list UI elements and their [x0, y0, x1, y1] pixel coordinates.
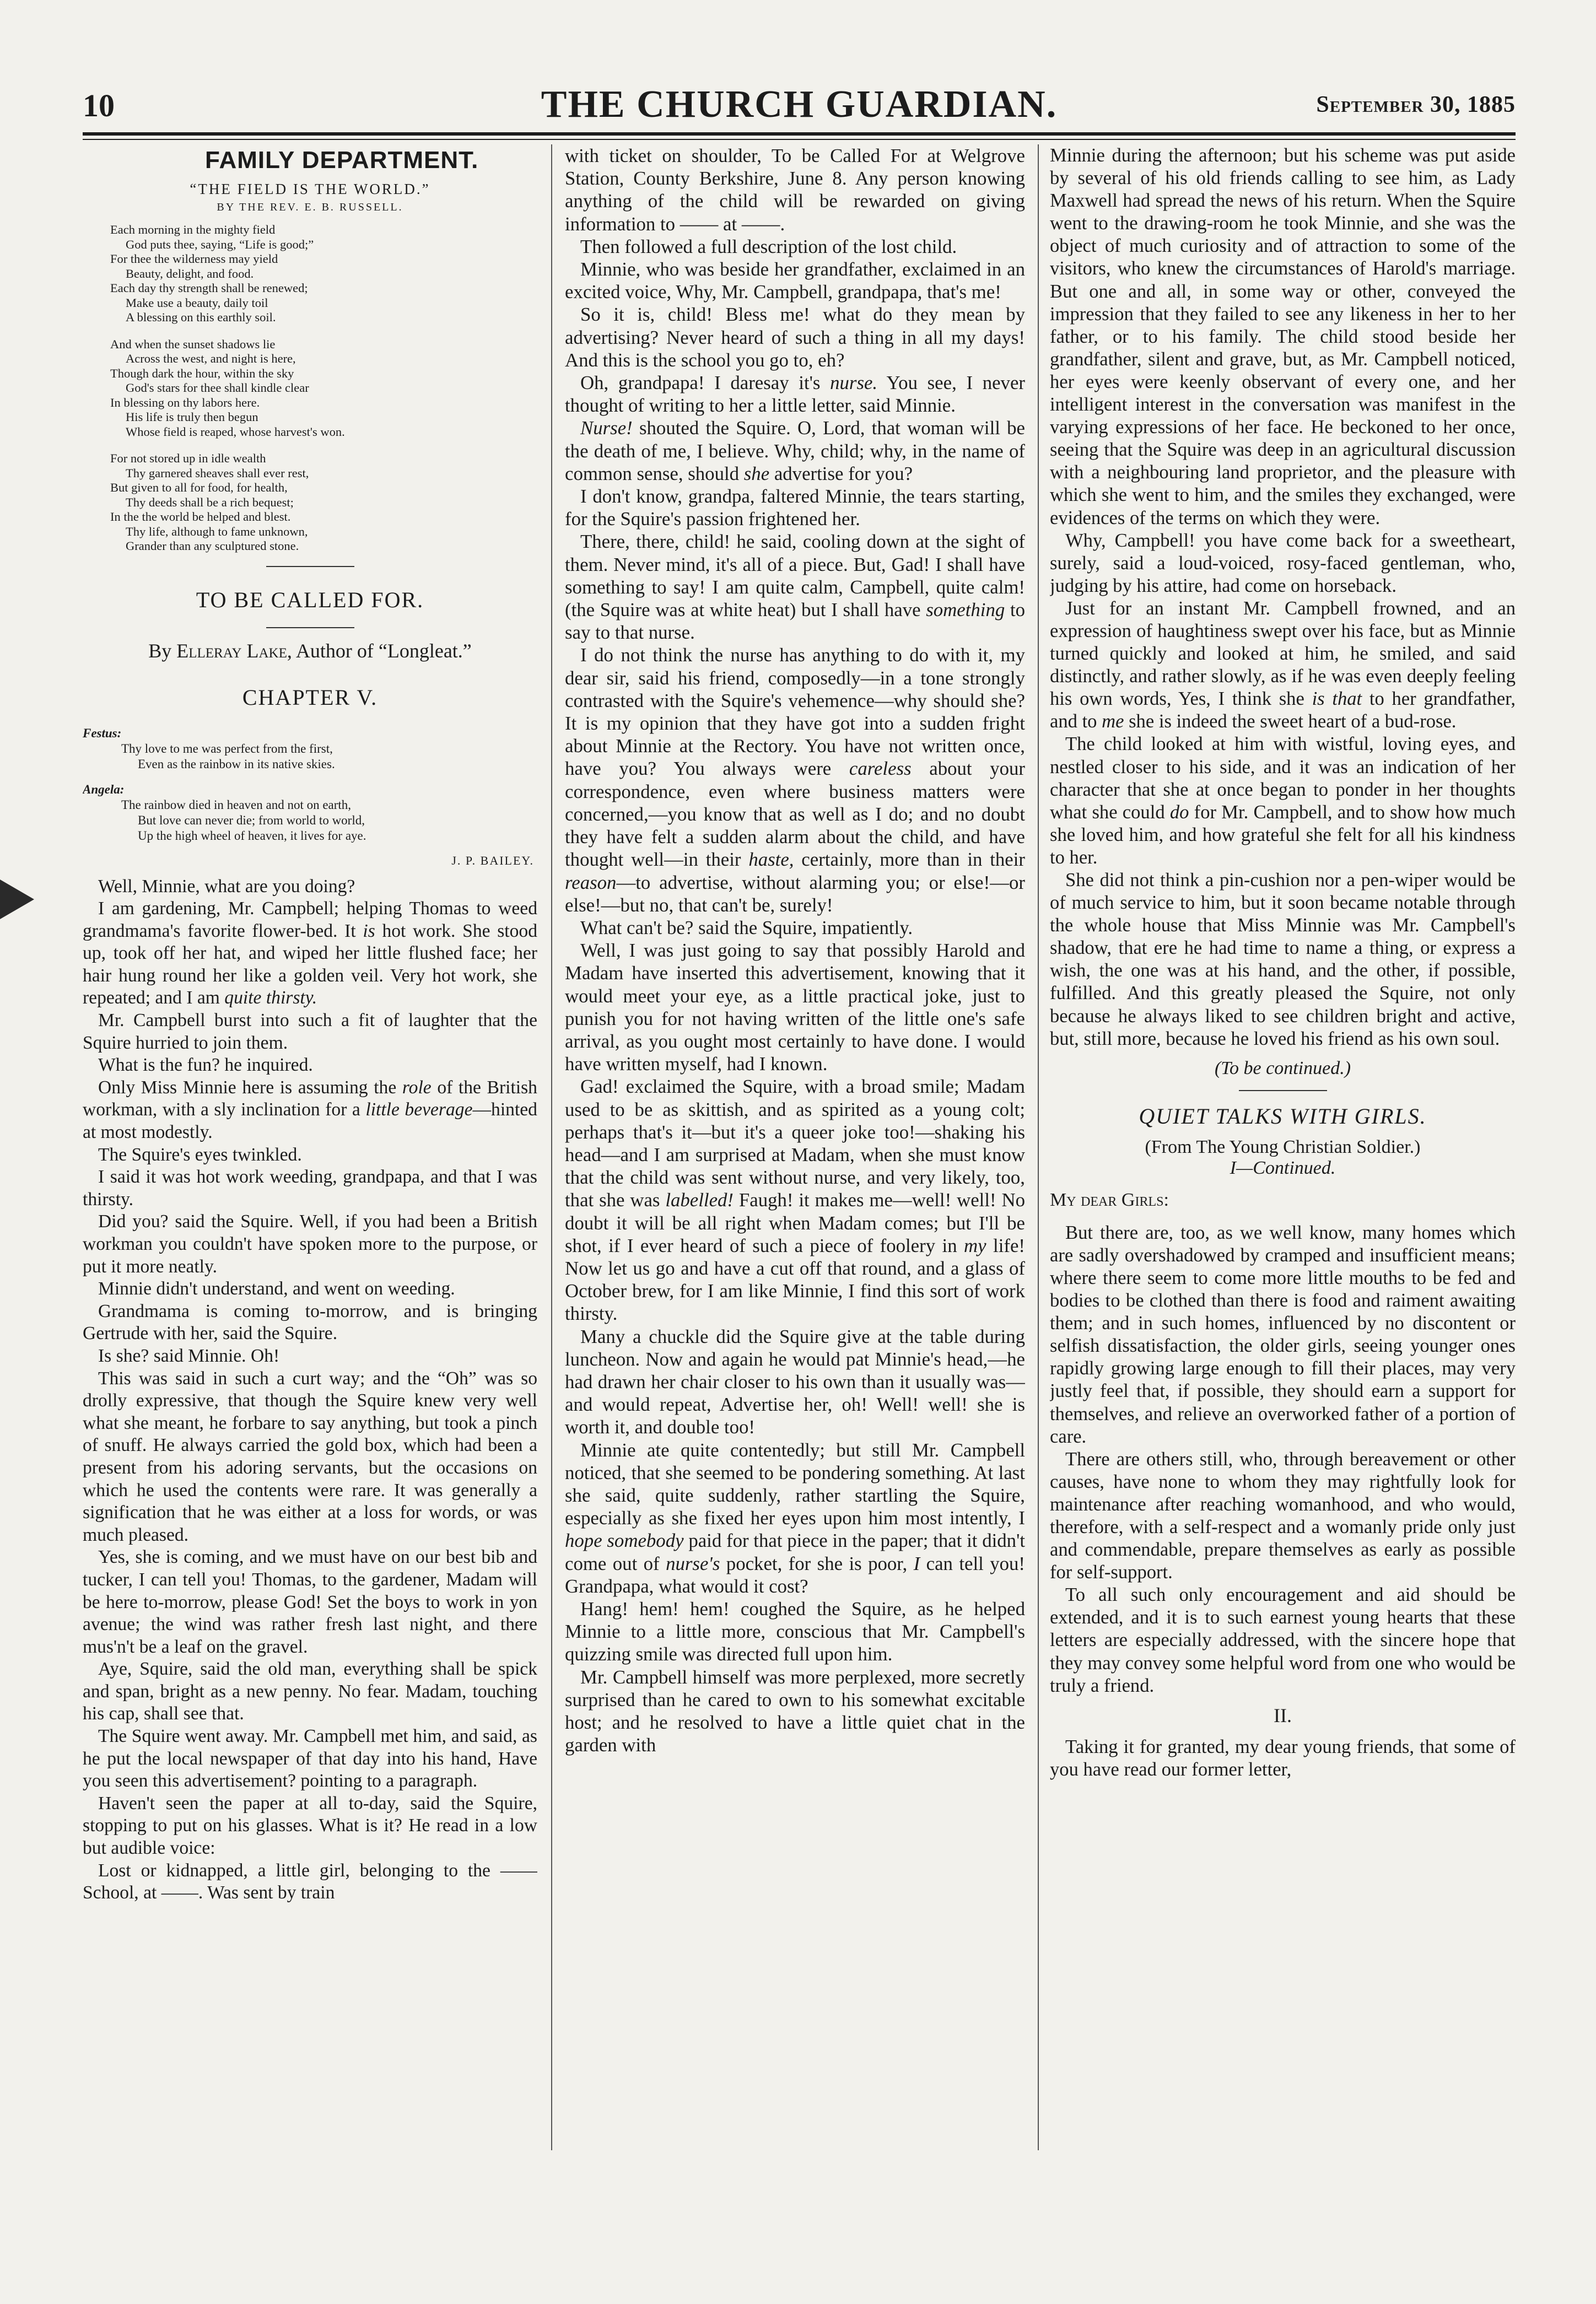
paragraph: Aye, Squire, said the old man, everything shall be spick and span, bright as a new penny. No fear. Madam, touching his cap, shall see that. [83, 1659, 537, 1724]
epigraph-speaker: Festus: [83, 726, 122, 740]
poem-line: Whose field is reaped, whose harvest's won. [126, 424, 345, 439]
chapter-heading: CHAPTER V. [242, 684, 378, 710]
paragraph: with ticket on shoulder, To be Called For at Welgrove Station, County Berkshire, June 8. Any person knowing anything of the child will be rewarded on giving information to —— at ——. [565, 145, 1025, 235]
paragraph: To all such only encouragement and aid should be extended, and it is to such earnest young hearts that these letters are especially addressed, with the sincere hope that they may convey some helpful word from one who would be truly a friend. [1050, 1584, 1516, 1696]
epigraph-line: Thy love to me was perfect from the first, [121, 741, 333, 756]
paragraph: Minnie didn't understand, and went on weeding. [98, 1278, 455, 1299]
poem-line: For not stored up in idle wealth [110, 451, 266, 465]
masthead [83, 83, 1516, 127]
page-number: 10 [83, 88, 115, 123]
newspaper-title: THE CHURCH GUARDIAN. [541, 83, 1058, 126]
poem-line: In the the world be helped and blest. [110, 510, 291, 524]
poem-line: Thy garnered sheaves shall ever rest, [126, 466, 309, 480]
paragraph: Did you? said the Squire. Well, if you had been a British workman you couldn't have spoken more to the purpose, or put it more neatly. [83, 1211, 537, 1277]
poem-line: Thy deeds shall be a rich bequest; [126, 495, 294, 509]
epigraph-line: But love can never die; from world to world, [138, 813, 365, 827]
section-number: II. [1274, 1704, 1292, 1726]
paragraph: Oh, grandpapa! I daresay it's nurse. You see, I never thought of writing to her a little letter, said Minnie. [565, 372, 1025, 417]
poem-stanza [110, 223, 537, 325]
epigraph-block [83, 726, 537, 772]
paragraph: Well, Minnie, what are you doing? [98, 876, 355, 897]
poem-line: Grander than any sculptured stone. [126, 539, 299, 553]
department-title: FAMILY DEPARTMENT. [205, 147, 479, 174]
column-1 [83, 144, 537, 2172]
byline-author: Elleray Lake [176, 639, 287, 662]
paragraph: This was said in such a curt way; and the “Oh” was so drolly expressive, that though the Squire knew very well what she meant, he forbare to say anything, but took a pinch of snuff. He always carried the gold box, which had been a present from his adoring servants, but the occasions on which he used the contents were rare. It was generally a signification that he was either at a loss for words, or was much pleased. [83, 1368, 537, 1545]
poem-line: For thee the wilderness may yield [110, 252, 278, 266]
talks-title: QUIET TALKS WITH GIRLS. [1139, 1103, 1427, 1129]
paragraph: Grandmama is coming to-morrow, and is bringing Gertrude with her, said the Squire. [83, 1301, 537, 1344]
poem-line: His life is truly then begun [126, 410, 258, 424]
poem-line: Each morning in the mighty field [110, 223, 276, 236]
section-divider [266, 566, 354, 567]
paragraph: Is she? said Minnie. Oh! [98, 1345, 280, 1366]
paragraph: Why, Campbell! you have come back for a sweetheart, surely, said a loud-voiced, rosy-faced gentleman, who, judging by his attire, had come on horseback. [1050, 530, 1516, 596]
paragraph: Minnie ate quite contentedly; but still Mr. Campbell noticed, that she seemed to be pondering something. At last she said, quite suddenly, rather startling the Squire, especially as she fixed her eyes upon him most intently, I hope somebody paid for that piece in the paper; that it didn't come out of nurse's pocket, for she is poor, I can tell you! Grandpapa, what would it cost? [565, 1439, 1025, 1597]
byline-prefix: By [148, 639, 177, 662]
paragraph: There, there, child! he said, cooling down at the sight of them. Never mind, it's all of a piece. But, Gad! I shall have something to say! I am quite calm, Campbell, quite calm! (the Squire was at white heat) but I shall have something to say to that nurse. [565, 531, 1025, 644]
paragraph: But there are, too, as we well know, many homes which are sadly overshadowed by cramped and insufficient means; where there seem to come more little mouths to be fed and bodies to be clothed than there is food and raiment awaiting them; and in such homes, influenced by no discontent or selfish dissatisfaction, the older girls, seeing younger ones rapidly growing large enough to fill their places, may very justly feel that, if possible, they should earn a support for themselves, and relieve an overworked father of a portion of care. [1050, 1222, 1516, 1447]
paragraph: Then followed a full description of the lost child. [580, 235, 957, 257]
paragraph: The child looked at him with wistful, loving eyes, and nestled closer to his side, and it was an indication of her character that she at once began to ponder in her thoughts what she could do for Mr. Campbell, and to show how much she loved him, and how grateful she felt for all his kindness to her. [1050, 733, 1516, 868]
section-divider [1239, 1090, 1327, 1091]
paragraph: The Squire's eyes twinkled. [98, 1144, 302, 1165]
poem-line: A blessing on this earthly soil. [126, 310, 276, 324]
poem-line: God's stars for thee shall kindle clear [126, 381, 309, 395]
story-text-col1 [83, 876, 537, 1904]
paragraph: Many a chuckle did the Squire give at the table during luncheon. Now and again he would pat Minnie's head,—he had drawn her chair closer to his own than it usually was—and would repeat, Advertise her, oh! Well! well! she is worth it, and double too! [565, 1325, 1025, 1438]
paragraph: I do not think the nurse has anything to do with it, my dear sir, said his friend, composedly—in a tone strongly contrasted with the Squire's vehemence—why should she? It is my opinion that they have got into a sudden fright about Minnie at the Rectory. You have not written once, have you? You always were careless about your correspondence, even where business matters were concerned,—you know that as well as I do; and no doubt they have felt a sudden alarm about the child, and have thought well—in their haste, certainly, more than in their reason—to advertise, without alarming you; or else!—or else!—but no, that can't be, surely! [565, 644, 1025, 916]
paragraph: I said it was hot work weeding, grandpapa, and that I was thirsty. [83, 1167, 537, 1210]
paragraph: There are others still, who, through bereavement or other causes, have none to whom they may rightfully look for maintenance after reaching womanhood, and who would, therefore, with a self-respect and a womanly pride only just and commendable, prepare themselves as early as possible for self-support. [1050, 1448, 1516, 1583]
paragraph: Lost or kidnapped, a little girl, belonging to the —— School, at ——. Was sent by train [83, 1860, 537, 1903]
story-title: TO BE CALLED FOR. [196, 587, 424, 612]
paragraph: Nurse! shouted the Squire. O, Lord, that woman will be the death of me, I believe. Why, child; why, in the name of common sense, should she advertise for you? [565, 417, 1025, 484]
paragraph: Just for an instant Mr. Campbell frowned, and an expression of haughtiness swept over his face, but as Minnie turned quickly and looked at him, he smiled, and said distinctly, and rather slowly, as if he was even deeply feeling his own words, Yes, I think she is that to her grandfather, and to me she is indeed the sweet heart of a bud-rose. [1050, 597, 1516, 732]
paragraph: What is the fun? he inquired. [98, 1055, 313, 1076]
story-byline [83, 639, 537, 662]
epigraph-block [83, 782, 537, 844]
poem-line: But given to all for food, for health, [110, 481, 288, 494]
poem-line: Make use a beauty, daily toil [126, 295, 268, 310]
paragraph: Hang! hem! hem! coughed the Squire, as he helped Minnie to a little more, conscious that Mr. Campbell's quizzing smile was directed full upon him. [565, 1598, 1025, 1665]
column-divider [1038, 144, 1039, 2150]
epigraph-line: Up the high wheel of heaven, it lives for aye. [138, 828, 366, 843]
poem-line: In blessing on thy labors here. [110, 395, 260, 409]
paragraph: Mr. Campbell himself was more perplexed, more secretly surprised than he cared to own to his somewhat excitable host; and he resolved to have a little quiet chat in the garden with [565, 1666, 1025, 1756]
paragraph: What can't be? said the Squire, impatiently. [580, 916, 913, 938]
talks-text [1050, 1222, 1516, 1697]
paragraph: Only Miss Minnie here is assuming the role of the British workman, with a sly inclination for a little beverage—hinted at most modestly. [83, 1077, 537, 1143]
paragraph: Gad! exclaimed the Squire, with a broad smile; Madam used to be as skittish, and as spirited as a young colt; perhaps that's it—but it's a queer joke too!—shaking his head—and I am surprised at Madam, when she must know that the child was sent without nurse, and very likely, too, that she was labelled! Faugh! it makes me—well! well! No doubt it will be all right when Madam comes; but I'll be shot, if I ever heard of such a piece of foolery in my life! Now let us go and have a cut off that round, and a glass of October brew, for I am like Minnie, I find this sort of work thirsty. [565, 1076, 1025, 1325]
epigraph-speaker: Angela: [83, 782, 125, 796]
poem-line: Though dark the hour, within the sky [110, 366, 294, 380]
talks-source: (From The Young Christian Soldier.) [1145, 1136, 1421, 1157]
poem-stanza [110, 337, 537, 440]
epigraph-attribution: J. P. BAILEY. [451, 853, 534, 867]
salutation: My dear Girls: [1050, 1189, 1169, 1210]
poem-title: “THE FIELD IS THE WORLD.” [190, 181, 430, 197]
story-text-col2 [565, 144, 1025, 1756]
column-divider [551, 144, 552, 2150]
story-text-col3 [1050, 144, 1516, 1050]
paragraph: The Squire went away. Mr. Campbell met him, and said, as he put the local newspaper of that day into his hand, Have you seen this advertisement? pointing to a paragraph. [83, 1726, 537, 1792]
column-2 [565, 144, 1025, 2172]
epigraph-line: The rainbow died in heaven and not on earth, [121, 797, 352, 812]
poem-line: Beauty, delight, and food. [126, 266, 254, 280]
binding-mark [0, 879, 34, 919]
paragraph: Yes, she is coming, and we must have on our best bib and tucker, I can tell you! Thomas, to the gardener, Madam will be here to-morrow, please God! Set the boys to work in yon avenue; the wind was rather fresh last night, and there mus'n't be a leaf on the gravel. [83, 1547, 537, 1657]
epigraph-line: Even as the rainbow in its native skies. [138, 757, 335, 771]
paragraph: Minnie, who was beside her grandfather, exclaimed in an excited voice, Why, Mr. Campbell, grandpapa, that's me! [565, 258, 1025, 303]
byline-suffix: , Author of “Longleat.” [287, 639, 472, 662]
column-3 [1050, 144, 1516, 2172]
paragraph: Well, I was just going to say that possibly Harold and Madam have inserted this advertisement, knowing that it would meet your eye, as a little practical joke, just to punish you for not having written of the little one's safe arrival, as you ought most certainly to have done. I would have written myself, had I known. [565, 940, 1025, 1075]
poem-line: God puts thee, saying, “Life is good;” [126, 237, 314, 251]
section-divider [266, 627, 354, 628]
paragraph: Haven't seen the paper at all to-day, said the Squire, stopping to put on his glasses. What is it? He read in a low but audible voice: [83, 1793, 537, 1859]
epigraph [83, 726, 537, 844]
poem-line: Across the west, and night is here, [126, 352, 296, 365]
masthead-rule-thin [83, 139, 1516, 140]
paragraph: I am gardening, Mr. Campbell; helping Thomas to weed grandmama's favorite flower-bed. It is hot work. She stood up, took off her hat, and wiped her little flushed face; her hair hung round her like a golden veil. Very hot work, she repeated; and I am quite thirsty. [83, 898, 537, 1008]
paragraph: So it is, child! Bless me! what do they mean by advertising? Never heard of such a thing in all my days! And this is the school you go to, eh? [565, 304, 1025, 371]
issue-date: September 30, 1885 [1316, 92, 1516, 117]
poem-line: Thy life, although to fame unknown, [126, 524, 308, 538]
poem-line: And when the sunset shadows lie [110, 337, 276, 351]
talks-closing-paragraph: Taking it for granted, my dear young friends, that some of you have read our former letter, [1050, 1736, 1516, 1780]
to-be-continued: (To be continued.) [1214, 1057, 1351, 1078]
paragraph: She did not think a pin-cushion nor a pen-wiper would be of much service to him, but it soon became notable through the whole house that Miss Minnie was Mr. Campbell's shadow, that ere he had time to name a thing, or express a wish, the one was at his hand, and the other, if possible, fulfilled. And this greatly pleased the Squire, not only because he always liked to see children bright and active, but, still more, because he loved his friend as his own soul. [1050, 870, 1516, 1049]
paragraph: Mr. Campbell burst into such a fit of laughter that the Squire hurried to join them. [83, 1010, 537, 1053]
poem-line: Each day thy strength shall be renewed; [110, 281, 308, 295]
poem-byline: BY THE REV. E. B. RUSSELL. [217, 201, 403, 213]
poem [83, 223, 537, 554]
poem-stanza [110, 451, 537, 554]
masthead-rule [83, 132, 1516, 136]
paragraph: Minnie during the afternoon; but his scheme was put aside by several of his old friends calling to see him, as Lady Maxwell had spread the news of his return. When the Squire went to the drawing-room he took Minnie, and she was the object of much curiosity and of attraction to some of the visitors, who knew the circumstances of Harold's marriage. But one and all, in some way or other, conveyed the impression that they failed to see any likeness in her to her father, or to his family. The child stood beside her grandfather, silent and grave, but, as Mr. Campbell noticed, her eyes were keenly observant of every one, and her intelligent interest in the conversation was manifest in the varying expressions of her face. He beckoned to her once, seeing that the Squire was deep in an agricultural discussion with a neighbouring land proprietor, and the pleasure with which she went to him, and the smiles they exchanged, were evidences of the terms on which they were. [1050, 145, 1516, 528]
talks-part: I—Continued. [1230, 1157, 1336, 1178]
paragraph: I don't know, grandpa, faltered Minnie, the tears starting, for the Squire's passion frightened her. [565, 485, 1025, 530]
